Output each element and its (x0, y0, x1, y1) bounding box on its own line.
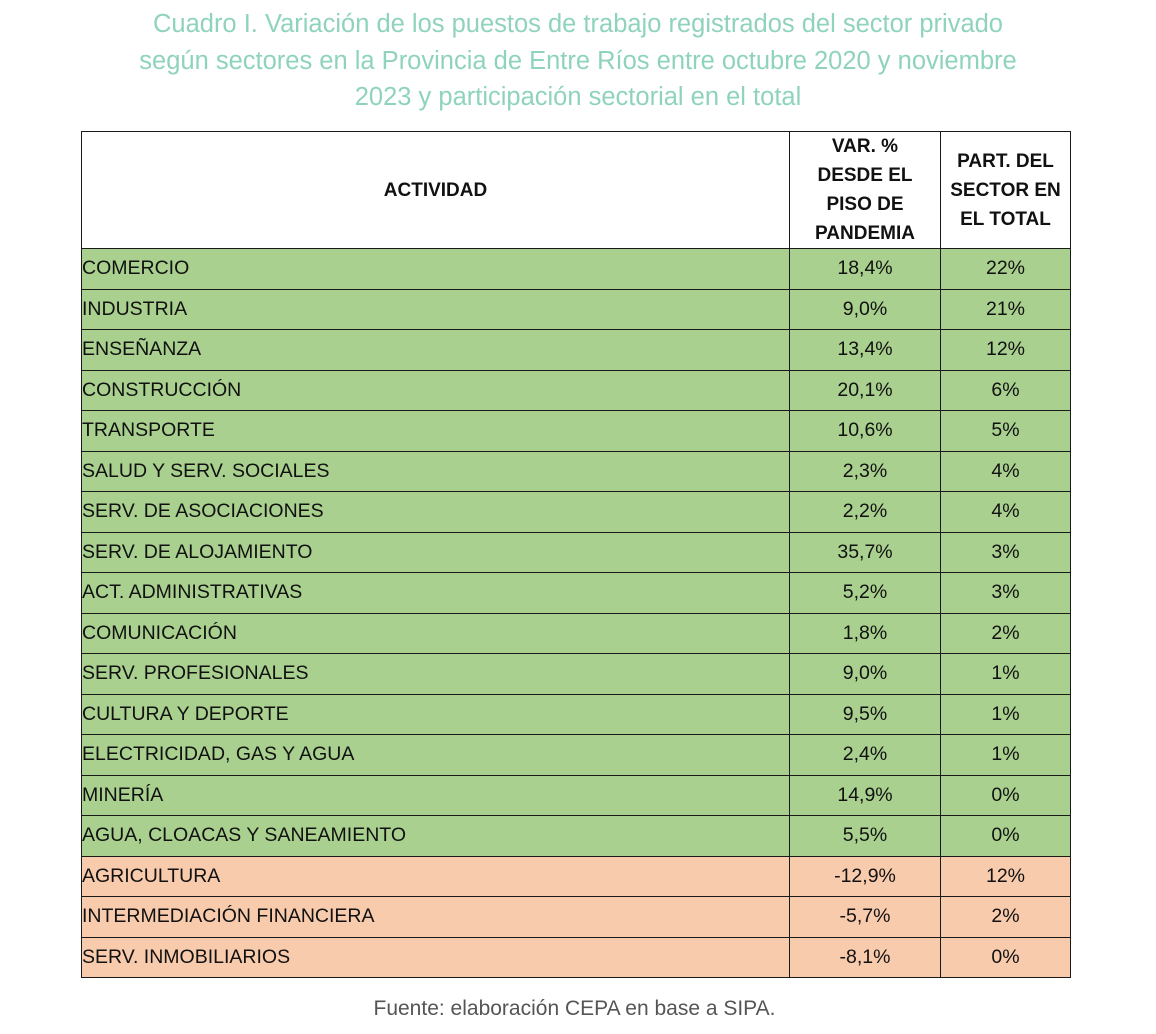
cell-var: 9,0% (790, 654, 941, 695)
cell-actividad: COMUNICACIÓN (82, 613, 790, 654)
cell-var: -5,7% (790, 897, 941, 938)
cell-var: 14,9% (790, 775, 941, 816)
header-var-pandemia (790, 132, 941, 249)
table-row (82, 411, 1071, 452)
table-row (82, 492, 1071, 533)
table-title-line: Cuadro I. Variación de los puestos de trabajo registrados del sector privado (152, 10, 1003, 38)
header-var-line: PISO DE (826, 194, 904, 215)
cell-var: 5,2% (790, 573, 941, 614)
header-var-line: PANDEMIA (815, 223, 915, 244)
header-actividad: ACTIVIDAD (82, 132, 790, 249)
table-row (82, 532, 1071, 573)
cell-var: 1,8% (790, 613, 941, 654)
cell-actividad: ENSEÑANZA (82, 330, 790, 371)
cell-part: 0% (941, 816, 1071, 857)
cell-part: 1% (941, 735, 1071, 776)
table-row (82, 654, 1071, 695)
cell-part: 12% (941, 330, 1071, 371)
cell-part: 21% (941, 289, 1071, 330)
header-part-line: EL TOTAL (960, 208, 1051, 230)
cell-part: 0% (941, 937, 1071, 978)
cell-actividad: SERV. DE ASOCIACIONES (82, 492, 790, 533)
cell-part: 6% (941, 370, 1071, 411)
cell-actividad: CONSTRUCCIÓN (82, 370, 790, 411)
table-row (82, 735, 1071, 776)
table-row (82, 816, 1071, 857)
cell-actividad: AGRICULTURA (82, 856, 790, 897)
cell-part: 2% (941, 897, 1071, 938)
table-row (82, 370, 1071, 411)
table-row (82, 856, 1071, 897)
cell-var: 18,4% (790, 249, 941, 290)
cell-var: 2,4% (790, 735, 941, 776)
header-var-line: DESDE EL (817, 165, 913, 186)
header-part-line: SECTOR EN (950, 179, 1061, 201)
cell-part: 3% (941, 573, 1071, 614)
cell-var: -8,1% (790, 937, 941, 978)
table-row (82, 289, 1071, 330)
table-row (82, 897, 1071, 938)
cell-var: 5,5% (790, 816, 941, 857)
cell-part: 4% (941, 451, 1071, 492)
header-part-total (941, 132, 1071, 249)
cell-actividad: SALUD Y SERV. SOCIALES (82, 451, 790, 492)
cell-part: 2% (941, 613, 1071, 654)
table-row (82, 249, 1071, 290)
cell-part: 5% (941, 411, 1071, 452)
cell-actividad: SERV. DE ALOJAMIENTO (82, 532, 790, 573)
table-header-row (82, 132, 1071, 249)
table-row (82, 613, 1071, 654)
header-part-line: PART. DEL (957, 150, 1054, 172)
table-row (82, 775, 1071, 816)
cell-part: 1% (941, 654, 1071, 695)
table-row (82, 937, 1071, 978)
cell-actividad: ACT. ADMINISTRATIVAS (82, 573, 790, 614)
cell-var: 9,5% (790, 694, 941, 735)
cell-var: 13,4% (790, 330, 941, 371)
cell-actividad: INDUSTRIA (82, 289, 790, 330)
cell-var: -12,9% (790, 856, 941, 897)
cell-var: 20,1% (790, 370, 941, 411)
header-var-line: VAR. % (831, 136, 899, 157)
cell-actividad: AGUA, CLOACAS Y SANEAMIENTO (82, 816, 790, 857)
cell-var: 9,0% (790, 289, 941, 330)
cell-part: 0% (941, 775, 1071, 816)
table-title (60, 6, 1096, 116)
cell-actividad: CULTURA Y DEPORTE (82, 694, 790, 735)
table-title-line: según sectores en la Provincia de Entre Ríos entre octubre 2020 y noviembre (139, 46, 1017, 75)
cell-actividad: SERV. INMOBILIARIOS (82, 937, 790, 978)
cell-actividad: COMERCIO (82, 249, 790, 290)
table-row (82, 330, 1071, 371)
cell-var: 35,7% (790, 532, 941, 573)
table-row (82, 573, 1071, 614)
cell-actividad: INTERMEDIACIÓN FINANCIERA (82, 897, 790, 938)
employment-table (81, 131, 1071, 978)
source-note: Fuente: elaboración CEPA en base a SIPA. (373, 997, 776, 1020)
cell-actividad: SERV. PROFESIONALES (82, 654, 790, 695)
cell-actividad: MINERÍA (82, 775, 790, 816)
table-row (82, 694, 1071, 735)
cell-part: 4% (941, 492, 1071, 533)
table-row (82, 451, 1071, 492)
table-title-line: 2023 y participación sectorial en el total (354, 83, 802, 111)
cell-part: 3% (941, 532, 1071, 573)
cell-part: 22% (941, 249, 1071, 290)
cell-part: 12% (941, 856, 1071, 897)
cell-part: 1% (941, 694, 1071, 735)
table-body (82, 249, 1071, 978)
cell-var: 2,3% (790, 451, 941, 492)
cell-var: 2,2% (790, 492, 941, 533)
cell-var: 10,6% (790, 411, 941, 452)
cell-actividad: ELECTRICIDAD, GAS Y AGUA (82, 735, 790, 776)
cell-actividad: TRANSPORTE (82, 411, 790, 452)
